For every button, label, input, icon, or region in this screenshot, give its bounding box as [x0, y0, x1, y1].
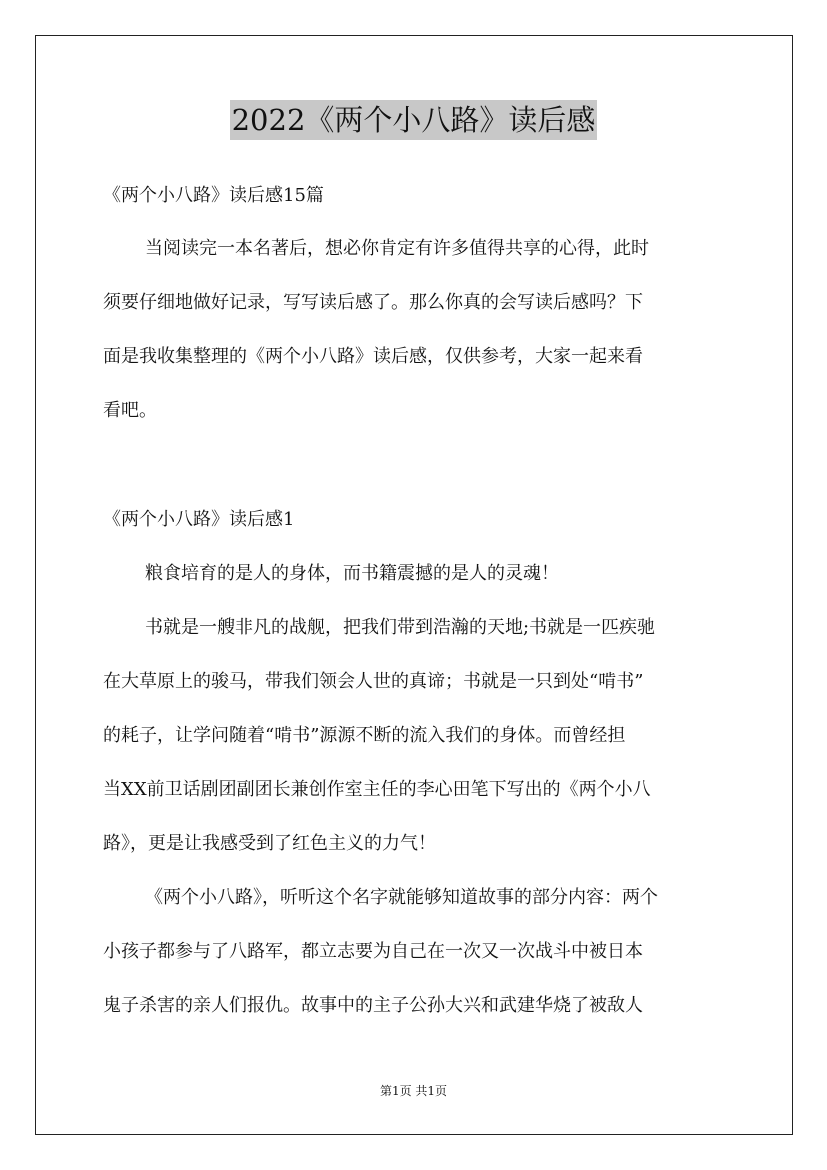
paragraph-line: 鬼子杀害的亲人们报仇。故事中的主子公孙大兴和武建华烧了被敌人	[103, 995, 643, 1016]
paragraph-line: 书就是一艘非凡的战舰，把我们带到浩瀚的天地;书就是一匹疾驰	[145, 617, 656, 638]
section-heading: 《两个小八路》读后感1	[103, 509, 295, 530]
paragraph-line: 当XX前卫话剧团副团长兼创作室主任的李心田笔下写出的《两个小八	[103, 779, 651, 800]
document-title: 2022《两个小八路》读后感	[230, 100, 598, 140]
paragraph-line: 粮食培育的是人的身体，而书籍震撼的是人的灵魂！	[145, 563, 559, 584]
paragraph-line: 面是我收集整理的《两个小八路》读后感，仅供参考，大家一起来看	[103, 346, 643, 367]
page-footer: 第1页 共1页	[379, 1084, 448, 1098]
paragraph-line: 在大草原上的骏马，带我们领会人世的真谛；书就是一只到处“啃书”	[103, 671, 644, 692]
paragraph-line: 当阅读完一本名著后，想必你肯定有许多值得共享的心得，此时	[145, 238, 649, 259]
paragraph-line: 看吧。	[103, 400, 157, 421]
section-heading: 《两个小八路》读后感15篇	[103, 185, 324, 206]
paragraph-line: 小孩子都参与了八路军，都立志要为自己在一次又一次战斗中被日本	[103, 941, 643, 962]
paragraph-line: 须要仔细地做好记录，写写读后感了。那么你真的会写读后感吗？下	[103, 292, 643, 313]
paragraph-line: 路》，更是让我感受到了红色主义的力气！	[103, 833, 436, 854]
paragraph-line: 的耗子，让学问随着“啃书”源源不断的流入我们的身体。而曾经担	[103, 725, 626, 746]
paragraph-line: 《两个小八路》，听听这个名字就能够知道故事的部分内容：两个	[145, 887, 658, 908]
title-container	[0, 100, 827, 140]
